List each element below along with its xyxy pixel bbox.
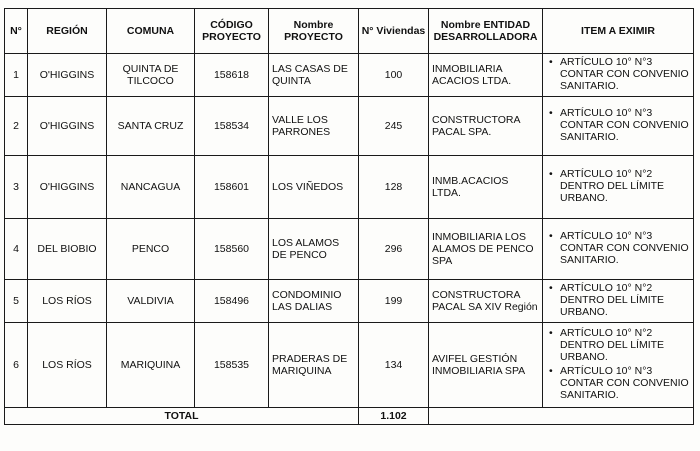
cell-nombre: LAS CASAS DE QUINTA [269, 54, 359, 97]
cell-viviendas: 245 [359, 97, 429, 156]
table-row [5, 280, 694, 323]
cell-nombre: PRADERAS DE MARIQUINA [269, 323, 359, 408]
cell-viviendas: 199 [359, 280, 429, 323]
cell-viviendas: 134 [359, 323, 429, 408]
cell-codigo: 158560 [195, 219, 269, 280]
cell-entidad: CONSTRUCTORA PACAL SA XIV Región [429, 280, 543, 323]
cell-nombre: VALLE LOS PARRONES [269, 97, 359, 156]
projects-table [4, 8, 694, 425]
header-row [5, 9, 694, 54]
cell-comuna: SANTA CRUZ [107, 97, 195, 156]
list-item: • ARTÍCULO 10° N°3 CONTAR CON CONVENIO SANITARIO. [560, 230, 690, 268]
item-list [546, 327, 690, 403]
header-viviendas: N° Viviendas [359, 9, 429, 54]
table-row [5, 97, 694, 156]
cell-viviendas: 100 [359, 54, 429, 97]
list-item: • ARTÍCULO 10° N°2 DENTRO DEL LÍMITE URBANO. [560, 282, 690, 320]
cell-items [543, 97, 694, 156]
header-codigo: CÓDIGO PROYECTO [195, 9, 269, 54]
item-list [546, 168, 690, 206]
cell-num: 2 [5, 97, 28, 156]
cell-num: 5 [5, 280, 28, 323]
cell-comuna: MARIQUINA [107, 323, 195, 408]
cell-codigo: 158601 [195, 156, 269, 219]
item-list [546, 56, 690, 94]
header-entidad: Nombre ENTIDAD DESARROLLADORA [429, 9, 543, 54]
cell-region: LOS RÍOS [28, 280, 107, 323]
cell-comuna: QUINTA DE TILCOCO [107, 54, 195, 97]
cell-codigo: 158534 [195, 97, 269, 156]
cell-items [543, 280, 694, 323]
cell-entidad: INMOBILIARIA LOS ALAMOS DE PENCO SPA [429, 219, 543, 280]
header-num: N° [5, 9, 28, 54]
cell-entidad: INMB.ACACIOS LTDA. [429, 156, 543, 219]
list-item: • ARTÍCULO 10° N°3 CONTAR CON CONVENIO SANITARIO. [560, 107, 690, 145]
cell-entidad: AVIFEL GESTIÓN INMOBILIARIA SPA [429, 323, 543, 408]
cell-entidad: CONSTRUCTORA PACAL SPA. [429, 97, 543, 156]
cell-comuna: PENCO [107, 219, 195, 280]
cell-num: 6 [5, 323, 28, 408]
cell-codigo: 158496 [195, 280, 269, 323]
cell-num: 1 [5, 54, 28, 97]
header-item: ITEM A EXIMIR [543, 9, 694, 54]
item-list [546, 230, 690, 268]
cell-codigo: 158618 [195, 54, 269, 97]
table-row [5, 54, 694, 97]
table-row [5, 156, 694, 219]
cell-nombre: LOS VIÑEDOS [269, 156, 359, 219]
cell-region: LOS RÍOS [28, 323, 107, 408]
cell-nombre: CONDOMINIO LAS DALIAS [269, 280, 359, 323]
cell-viviendas: 128 [359, 156, 429, 219]
total-empty-cell [429, 408, 694, 425]
header-nombre: Nombre PROYECTO [269, 9, 359, 54]
cell-nombre: LOS ALAMOS DE PENCO [269, 219, 359, 280]
cell-region: O'HIGGINS [28, 54, 107, 97]
cell-region: O'HIGGINS [28, 97, 107, 156]
list-item: • ARTÍCULO 10° N°2 DENTRO DEL LÍMITE URBANO. [560, 327, 690, 365]
header-region: REGIÓN [28, 9, 107, 54]
total-row [5, 408, 694, 425]
cell-items [543, 219, 694, 280]
item-list [546, 282, 690, 320]
list-item: • ARTÍCULO 10° N°3 CONTAR CON CONVENIO SANITARIO. [560, 56, 690, 94]
table-row [5, 323, 694, 408]
header-comuna: COMUNA [107, 9, 195, 54]
cell-items [543, 323, 694, 408]
cell-entidad: INMOBILIARIA ACACIOS LTDA. [429, 54, 543, 97]
total-label: TOTAL [5, 408, 359, 425]
cell-viviendas: 296 [359, 219, 429, 280]
cell-region: O'HIGGINS [28, 156, 107, 219]
cell-region: DEL BIOBIO [28, 219, 107, 280]
table-row [5, 219, 694, 280]
total-viviendas: 1.102 [359, 408, 429, 425]
cell-num: 4 [5, 219, 28, 280]
cell-codigo: 158535 [195, 323, 269, 408]
cell-comuna: NANCAGUA [107, 156, 195, 219]
cell-items [543, 156, 694, 219]
cell-num: 3 [5, 156, 28, 219]
item-list [546, 107, 690, 145]
list-item: • ARTÍCULO 10° N°3 CONTAR CON CONVENIO SANITARIO. [560, 365, 690, 403]
list-item: • ARTÍCULO 10° N°2 DENTRO DEL LÍMITE URBANO. [560, 168, 690, 206]
cell-items [543, 54, 694, 97]
cell-comuna: VALDIVIA [107, 280, 195, 323]
